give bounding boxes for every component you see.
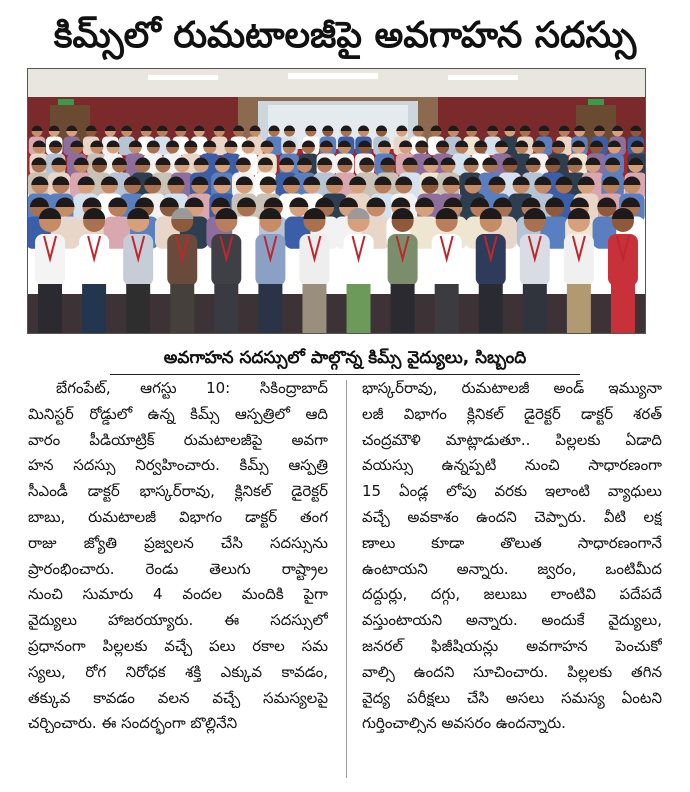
article-column-left — [28, 376, 328, 737]
article-text-line: ప్రధానంగా పిల్లలకు వచ్చే పలు రకాల సమ — [28, 636, 328, 655]
floor — [28, 294, 645, 333]
front-person-legs — [523, 284, 547, 333]
article-text-line: బేగంపేట్, ఆగస్టు 10: సికింద్రాబాద్ — [56, 379, 328, 397]
article-text-line: వైద్య పరీక్షలు చేసి అసలు సమస్య ఏంటని — [362, 688, 662, 707]
front-person-legs — [126, 284, 150, 333]
article-text-line: ణాలు కూడా తొలుత సాధారణంగానే — [362, 533, 662, 552]
article-text-line: భాస్కర్‌రావు, రుమటాలజీ అండ్ ఇమ్యునా — [362, 379, 662, 397]
front-person-legs — [258, 284, 282, 333]
photo-caption: అవగాహన సదస్సులో పాల్గొన్న కిమ్స్ వైద్యులు, సిబ్బంది — [163, 348, 527, 368]
article-text-line: రాజు జ్యోతి ప్రజ్వలన చేసి సదస్సును — [28, 533, 328, 552]
article-text-line: నుంచి సుమారు 4 వందల మందికి పైగా — [28, 585, 328, 604]
front-person-legs — [82, 284, 106, 333]
group-photo — [27, 68, 646, 334]
article-text-line: ఉంటాయని అన్నారు. జ్వరం, ఒంటిమీద — [362, 559, 662, 578]
article-text-line: చర్చించారు. ఈ సందర్భంగా బొల్లినేని — [28, 714, 238, 733]
article-text-line: వారం పీడియాట్రిక్ రుమటాలజీపై అవగా — [28, 430, 328, 449]
front-person-legs — [435, 284, 459, 333]
article-text-line: చంద్రమౌళి మాట్లాడుతూ.. పిల్లలకు ఏడాది — [362, 430, 662, 449]
front-person-legs — [302, 284, 326, 333]
article-text-line: వస్తుంటాయని అన్నారు. అందుకే వైద్యులు, — [362, 611, 662, 630]
article-text-line: హన సదస్సు నిర్వహించారు. కిమ్స్ ఆస్పత్రి — [28, 456, 328, 475]
article-text-line: ప్రారంభించారు. రెండు తెలుగు రాష్ట్రాల — [28, 559, 328, 578]
article-text-line: మినిస్టర్ రోడ్డులో ఉన్న కిమ్స్ ఆస్పత్రిలో ఆది — [28, 404, 328, 423]
front-person-legs — [214, 284, 238, 333]
front-person-legs — [567, 284, 591, 333]
article-text-line: స్యలు, రోగ నిరోధక శక్తి ఎక్కువ కావడం, — [28, 662, 328, 681]
article-text-line: గుర్తించాల్సిన అవసరం ఉందన్నారు. — [362, 714, 566, 733]
article-text-line: వైద్యులు హాజరయ్యారు. ఈ సదస్సులో — [28, 611, 328, 630]
article-text-line: జనరల్ ఫిజీషియన్లు అవగాహన పెంచుకో — [362, 636, 662, 655]
article-text-line: దద్దుర్లు, దగ్గు, జలుబు లాంటివి పదేపదే — [362, 585, 662, 604]
article-text-line: సీఎండీ డాక్టర్ భాస్కర్‌రావు, క్లినికల్ డైరెక్టర్ — [28, 482, 328, 501]
article-text-line: లజీ విభాగం క్లినికల్ డైరెక్టర్ డాక్టర్ శరత్ — [362, 404, 662, 423]
front-person-legs — [391, 284, 415, 333]
front-person-legs — [347, 284, 371, 333]
front-person-legs — [38, 284, 62, 333]
headline: కిమ్స్‌లో రుమటాలజీపై అవగాహన సదస్సు — [53, 15, 637, 56]
front-person-legs — [170, 284, 194, 333]
article-text-line: వచ్చే అవకాశం ఉందని చెప్పారు. వీటి లక్ష — [362, 507, 662, 526]
caption-underline — [110, 374, 580, 375]
article-text-line: బాబు, రుమటాలజీ విభాగం డాక్టర్ తంగ — [28, 507, 328, 526]
article-text-line: తక్కువ కావడం వలన వచ్చే సమస్యలపై — [28, 688, 328, 707]
front-person-legs — [611, 284, 635, 333]
column-divider — [346, 380, 347, 778]
article-text-line: వయస్సు ఉన్నప్పటి నుంచి సాధారణంగా — [362, 456, 662, 475]
article-text-line: వాల్సి ఉందని సూచించారు. పిల్లలకు తగిన — [362, 662, 662, 681]
group-photo-illustration — [28, 69, 645, 333]
article-text-line: 15 ఏండ్ల లోపు వరకు ఇలాంటి వ్యాధులు — [362, 482, 662, 501]
front-person-legs — [479, 284, 503, 333]
article-column-right — [362, 376, 662, 737]
